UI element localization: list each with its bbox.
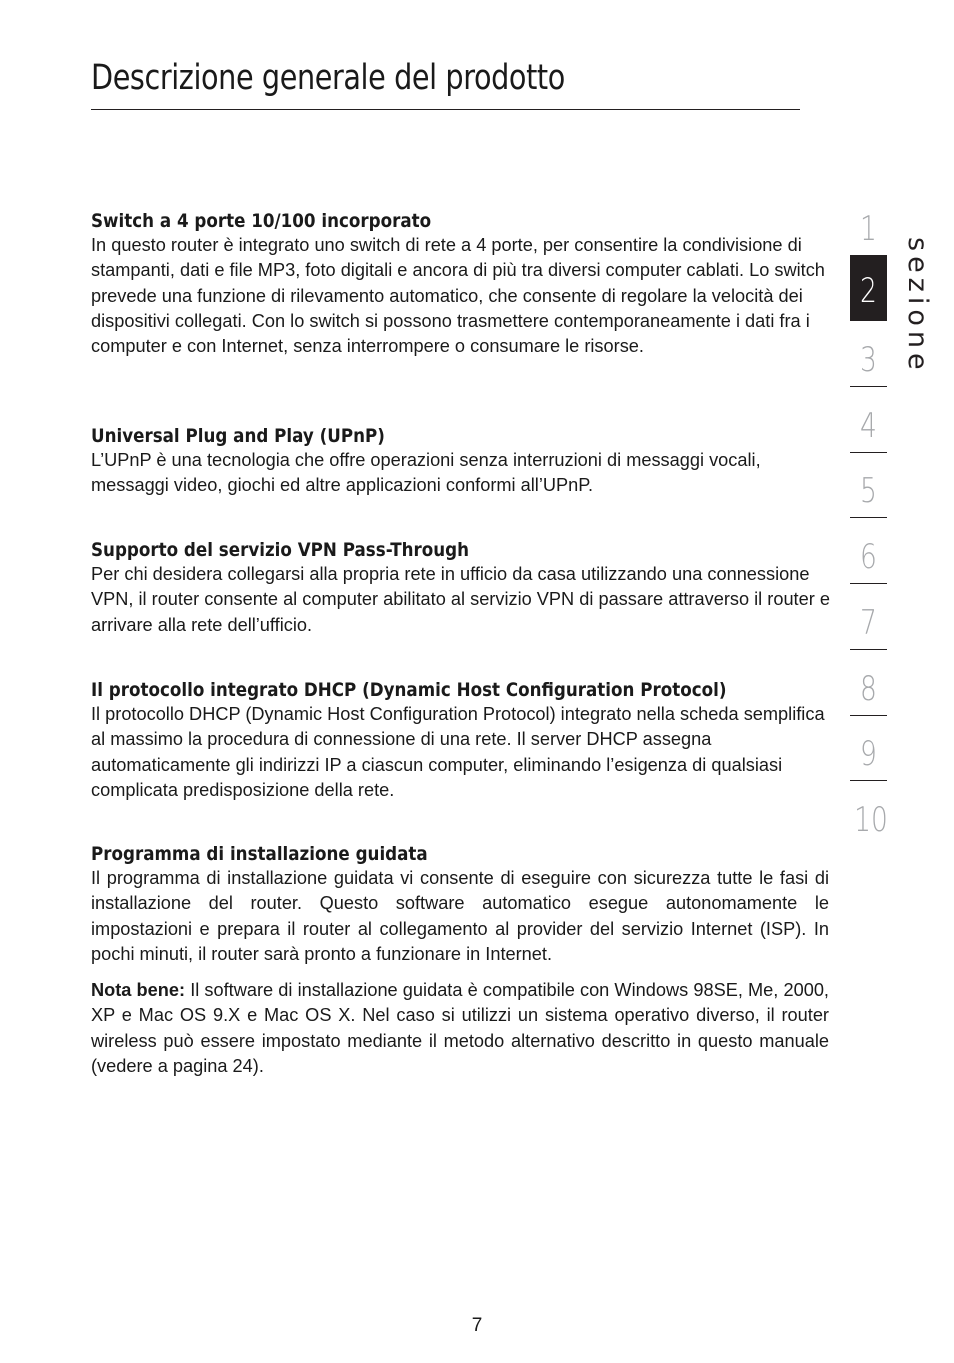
section-wizard [91, 842, 829, 1079]
section-body: Il protocollo DHCP (Dynamic Host Configuration Protocol) integrato nella scheda semplifica al massimo la procedura di connessione di una rete. Il server DHCP assegna automaticamente gli indirizzi IP a ciascun computer, eliminando l’esigenza di qualsiasi complicata predisposizione della rete. [91, 704, 825, 800]
note-paragraph [91, 978, 829, 1079]
page-number: 7 [471, 1315, 483, 1336]
section-heading: Supporto del servizio VPN Pass-Through [91, 539, 470, 561]
note-text: Il software di installazione guidata è compatibile con Windows 98SE, Me, 2000, XP e Mac OS 9.X e Mac OS X. Nel caso si utilizzi un sistema operativo diverso, il router wireless può essere impostato mediante il metodo alternativo descritto in questo manuale (vedere a pagina 24). [91, 980, 829, 1077]
note-label: Nota bene: [91, 980, 186, 1001]
section-body: Il programma di installazione guidata vi consente di eseguire con sicurezza tutte le fasi di installazione del router. Questo software automatico esegue autonomamente le impostazioni e prepara il router al collegamento al provider del servizio Internet (ISP). In pochi minuti, il router sarà pronto a funzionare in Internet. [91, 868, 829, 964]
section-nav-item-1[interactable]: 1 [850, 190, 887, 256]
section-heading: Programma di installazione guidata [91, 843, 428, 865]
section-vpn [91, 538, 831, 638]
section-heading: Il protocollo integrato DHCP (Dynamic Host Configuration Protocol) [91, 679, 727, 701]
section-nav-item-7[interactable]: 7 [850, 584, 887, 650]
section-body: Per chi desidera collegarsi alla propria rete in ufficio da casa utilizzando una connessione VPN, il router consente al computer abilitato al servizio VPN di passare attraverso il router e arrivare alla rete dell’ufficio. [91, 564, 830, 635]
section-nav-item-6[interactable]: 6 [850, 518, 887, 584]
page-title: Descrizione generale del prodotto [91, 58, 565, 98]
section-nav-item-2[interactable]: 2 [850, 256, 887, 322]
section-nav-item-3[interactable]: 3 [850, 321, 887, 387]
title-divider [91, 109, 800, 110]
section-dhcp [91, 678, 831, 803]
section-nav-item-4[interactable]: 4 [850, 387, 887, 453]
section-nav-item-10[interactable]: 10 [854, 799, 888, 840]
section-upnp [91, 424, 831, 499]
section-nav-item-9[interactable]: 9 [850, 716, 887, 782]
section-body: L’UPnP è una tecnologia che offre operazioni senza interruzioni di messaggi vocali, messaggi video, giochi ed altre applicazioni conformi all’UPnP. [91, 450, 761, 496]
section-nav-item-5[interactable]: 5 [850, 453, 887, 519]
section-label: sezione [902, 237, 933, 375]
section-body: In questo router è integrato uno switch di rete a 4 porte, per consentire la condivisione di stampanti, dati e file MP3, foto digitali e ancora di più tra diversi computer cablati. Lo switch prevede una funzione di rilevamento automatico, che consente di regolare la velocità dei dispositivi collegati. Con lo switch si possono trasmettere contemporaneamente i dati fra i computer e con Internet, senza interrompere o consumare le risorse. [91, 235, 825, 357]
section-switch [91, 209, 831, 359]
section-nav [850, 190, 888, 847]
section-nav-item-8[interactable]: 8 [850, 650, 887, 716]
section-heading: Switch a 4 porte 10/100 incorporato [91, 210, 432, 232]
section-heading: Universal Plug and Play (UPnP) [91, 425, 385, 447]
